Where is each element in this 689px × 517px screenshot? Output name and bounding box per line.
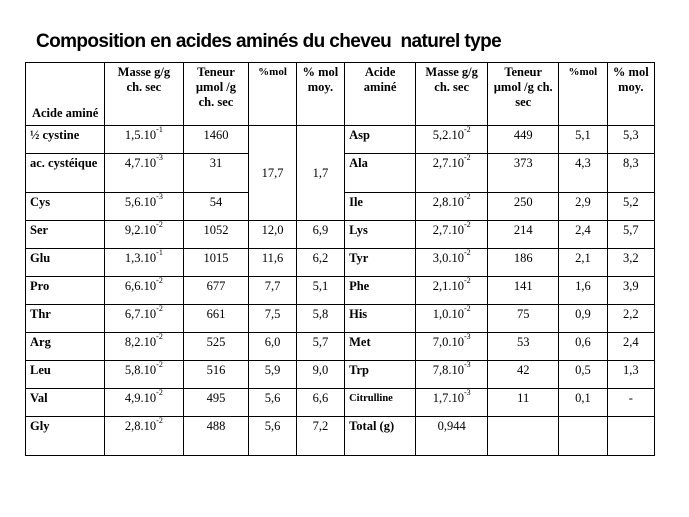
amino-acid-name-2: Met xyxy=(345,333,416,361)
mass-base: 2,7.10 xyxy=(432,223,464,237)
mass-exponent: -2 xyxy=(156,388,163,397)
header-pmol-2: %mol xyxy=(559,63,607,126)
pmoy-cell-2: 5,3 xyxy=(607,126,654,154)
header-acide-2: Acide aminé xyxy=(345,63,416,126)
table-row xyxy=(26,249,655,277)
table-row xyxy=(26,221,655,249)
mass-base: 5,2.10 xyxy=(432,128,464,142)
teneur-cell: 31 xyxy=(183,154,249,193)
header-pmol: %mol xyxy=(249,63,296,126)
pmol-cell-2: 0,5 xyxy=(559,361,607,389)
mass-cell xyxy=(416,277,488,305)
pmol-cell-2: 0,6 xyxy=(559,333,607,361)
mass-cell xyxy=(105,193,183,221)
table-row xyxy=(26,305,655,333)
header-pmoy: % mol moy. xyxy=(296,63,344,126)
teneur-cell: 516 xyxy=(183,361,249,389)
pmoy-cell-2: 5,7 xyxy=(607,221,654,249)
mass-base: 1,0.10 xyxy=(432,307,464,321)
header-masse-2: Masse g/g ch. sec xyxy=(416,63,488,126)
amino-acid-name-2: Asp xyxy=(345,126,416,154)
pmoy-cell-2: 5,2 xyxy=(607,193,654,221)
teneur-cell-2: 373 xyxy=(488,154,559,193)
mass-base: 4,7.10 xyxy=(124,156,157,170)
teneur-cell-2: 42 xyxy=(488,361,559,389)
pmoy-cell-2: 2,2 xyxy=(607,305,654,333)
pmoy-cell: 6,6 xyxy=(296,389,344,417)
pmol-cell-2: 2,4 xyxy=(559,221,607,249)
mass-base: 1,5.10 xyxy=(124,128,157,142)
table-row xyxy=(26,361,655,389)
amino-acid-name: Pro xyxy=(26,277,105,305)
mass-exponent: -2 xyxy=(156,276,163,285)
pmol-cell-2 xyxy=(559,417,607,456)
pmoy-cell-2: 3,9 xyxy=(607,277,654,305)
pmoy-cell-2: 8,3 xyxy=(607,154,654,193)
mass-exponent: -2 xyxy=(156,332,163,341)
pmoy-cell-2: - xyxy=(607,389,654,417)
table-row xyxy=(26,277,655,305)
pmol-cell: 6,0 xyxy=(249,333,296,361)
teneur-cell: 488 xyxy=(183,417,249,456)
mass-exponent: -2 xyxy=(463,153,471,162)
teneur-cell: 1015 xyxy=(183,249,249,277)
pmol-cell: 5,6 xyxy=(249,389,296,417)
mass-exponent: -2 xyxy=(156,304,163,313)
mass-exponent: -1 xyxy=(156,125,163,134)
pmoy-cell: 6,2 xyxy=(296,249,344,277)
mass-base: 5,8.10 xyxy=(124,363,157,377)
amino-acid-name-2: Ala xyxy=(345,154,416,193)
amino-acid-name-2: His xyxy=(345,305,416,333)
header-teneur: Teneur µmol /g ch. sec xyxy=(183,63,249,126)
mass-cell xyxy=(416,333,488,361)
amino-acid-table xyxy=(25,62,655,456)
mass-exponent: -3 xyxy=(156,192,163,201)
amino-acid-name: Leu xyxy=(26,361,105,389)
mass-base: 1,7.10 xyxy=(432,391,464,405)
amino-acid-name: ac. cystéique xyxy=(26,154,105,193)
pmoy-merged-cys: 1,7 xyxy=(296,126,344,221)
amino-acid-name-2: Trp xyxy=(345,361,416,389)
pmoy-cell: 5,8 xyxy=(296,305,344,333)
amino-acid-name-2: Tyr xyxy=(345,249,416,277)
teneur-cell-2: 186 xyxy=(488,249,559,277)
mass-exponent: -2 xyxy=(463,276,471,285)
mass-cell xyxy=(416,154,488,193)
mass-base: 2,8.10 xyxy=(432,195,464,209)
mass-cell xyxy=(105,277,183,305)
mass-base: 6,6.10 xyxy=(124,279,157,293)
teneur-cell-2: 141 xyxy=(488,277,559,305)
pmol-cell: 5,6 xyxy=(249,417,296,456)
amino-acid-name: Glu xyxy=(26,249,105,277)
teneur-cell: 495 xyxy=(183,389,249,417)
mass-exponent: -2 xyxy=(463,220,471,229)
mass-cell xyxy=(416,221,488,249)
teneur-cell-2 xyxy=(488,417,559,456)
mass-base: 2,1.10 xyxy=(432,279,464,293)
pmol-cell: 7,5 xyxy=(249,305,296,333)
mass-cell xyxy=(105,249,183,277)
mass-base: 8,2.10 xyxy=(124,335,157,349)
mass-cell xyxy=(416,193,488,221)
mass-cell xyxy=(105,305,183,333)
pmoy-cell-2: 3,2 xyxy=(607,249,654,277)
pmol-cell: 5,9 xyxy=(249,361,296,389)
teneur-cell-2: 53 xyxy=(488,333,559,361)
mass-exponent: -2 xyxy=(463,304,471,313)
pmoy-cell: 7,2 xyxy=(296,417,344,456)
mass-cell xyxy=(105,417,183,456)
pmol-cell: 7,7 xyxy=(249,277,296,305)
amino-acid-name-2: Phe xyxy=(345,277,416,305)
pmoy-cell-2: 2,4 xyxy=(607,333,654,361)
pmoy-cell: 5,7 xyxy=(296,333,344,361)
mass-cell xyxy=(416,126,488,154)
teneur-cell: 1052 xyxy=(183,221,249,249)
pmol-cell: 11,6 xyxy=(249,249,296,277)
mass-cell xyxy=(105,221,183,249)
mass-base: 2,7.10 xyxy=(432,156,464,170)
mass-exponent: -2 xyxy=(463,125,471,134)
teneur-cell: 1460 xyxy=(183,126,249,154)
amino-acid-name-2: Citrulline xyxy=(345,389,416,417)
mass-exponent: -3 xyxy=(463,360,471,369)
mass-cell xyxy=(416,249,488,277)
teneur-cell-2: 11 xyxy=(488,389,559,417)
total-mass-cell: 0,944 xyxy=(416,417,488,456)
amino-acid-name: Arg xyxy=(26,333,105,361)
pmoy-cell-2: 1,3 xyxy=(607,361,654,389)
mass-exponent: -2 xyxy=(156,220,163,229)
mass-exponent: -1 xyxy=(156,248,163,257)
mass-base: 9,2.10 xyxy=(124,223,157,237)
pmol-cell-2: 0,9 xyxy=(559,305,607,333)
table-row xyxy=(26,126,655,154)
amino-acid-name: Gly xyxy=(26,417,105,456)
pmoy-cell: 5,1 xyxy=(296,277,344,305)
amino-acid-name: Val xyxy=(26,389,105,417)
mass-cell xyxy=(105,333,183,361)
mass-cell xyxy=(416,305,488,333)
pmoy-cell: 6,9 xyxy=(296,221,344,249)
mass-base: 2,8.10 xyxy=(124,419,157,433)
pmol-cell: 12,0 xyxy=(249,221,296,249)
mass-exponent: -2 xyxy=(463,192,471,201)
teneur-cell: 677 xyxy=(183,277,249,305)
mass-base: 7,8.10 xyxy=(432,363,464,377)
table-row xyxy=(26,333,655,361)
amino-acid-name: ½ cystine xyxy=(26,126,105,154)
mass-cell xyxy=(105,361,183,389)
mass-cell xyxy=(105,154,183,193)
mass-exponent: -3 xyxy=(463,332,471,341)
teneur-cell: 525 xyxy=(183,333,249,361)
mass-cell xyxy=(416,389,488,417)
amino-acid-name-2: Total (g) xyxy=(345,417,416,456)
mass-exponent: -2 xyxy=(156,416,163,425)
pmoy-cell: 9,0 xyxy=(296,361,344,389)
page-title: Composition en acides aminés du cheveu naturel type xyxy=(36,31,502,52)
teneur-cell-2: 75 xyxy=(488,305,559,333)
teneur-cell: 661 xyxy=(183,305,249,333)
mass-base: 1,3.10 xyxy=(124,251,157,265)
mass-exponent: -3 xyxy=(463,388,471,397)
amino-acid-name: Ser xyxy=(26,221,105,249)
mass-base: 6,7.10 xyxy=(124,307,157,321)
pmol-cell-2: 0,1 xyxy=(559,389,607,417)
mass-exponent: -3 xyxy=(156,153,163,162)
amino-acid-name-2: Ile xyxy=(345,193,416,221)
pmol-cell-2: 4,3 xyxy=(559,154,607,193)
pmol-cell-2: 1,6 xyxy=(559,277,607,305)
mass-cell xyxy=(105,389,183,417)
header-acide: Acide aminé xyxy=(26,63,105,126)
mass-base: 5,6.10 xyxy=(124,195,157,209)
amino-acid-name: Cys xyxy=(26,193,105,221)
pmol-cell-2: 5,1 xyxy=(559,126,607,154)
mass-cell xyxy=(416,361,488,389)
mass-base: 3,0.10 xyxy=(432,251,464,265)
header-row xyxy=(26,63,655,126)
amino-acid-name: Thr xyxy=(26,305,105,333)
header-masse: Masse g/g ch. sec xyxy=(105,63,183,126)
table-row xyxy=(26,417,655,456)
mass-cell xyxy=(105,126,183,154)
teneur-cell-2: 449 xyxy=(488,126,559,154)
teneur-cell-2: 214 xyxy=(488,221,559,249)
header-pmoy-2: % mol moy. xyxy=(607,63,654,126)
mass-base: 7,0.10 xyxy=(432,335,464,349)
pmol-cell-2: 2,1 xyxy=(559,249,607,277)
teneur-cell-2: 250 xyxy=(488,193,559,221)
mass-exponent: -2 xyxy=(463,248,471,257)
pmol-merged-cys: 17,7 xyxy=(249,126,296,221)
mass-base: 4,9.10 xyxy=(124,391,157,405)
pmoy-cell-2 xyxy=(607,417,654,456)
teneur-cell: 54 xyxy=(183,193,249,221)
pmol-cell-2: 2,9 xyxy=(559,193,607,221)
mass-exponent: -2 xyxy=(156,360,163,369)
amino-acid-name-2: Lys xyxy=(345,221,416,249)
table-row xyxy=(26,389,655,417)
header-teneur-2: Teneur µmol /g ch. sec xyxy=(488,63,559,126)
